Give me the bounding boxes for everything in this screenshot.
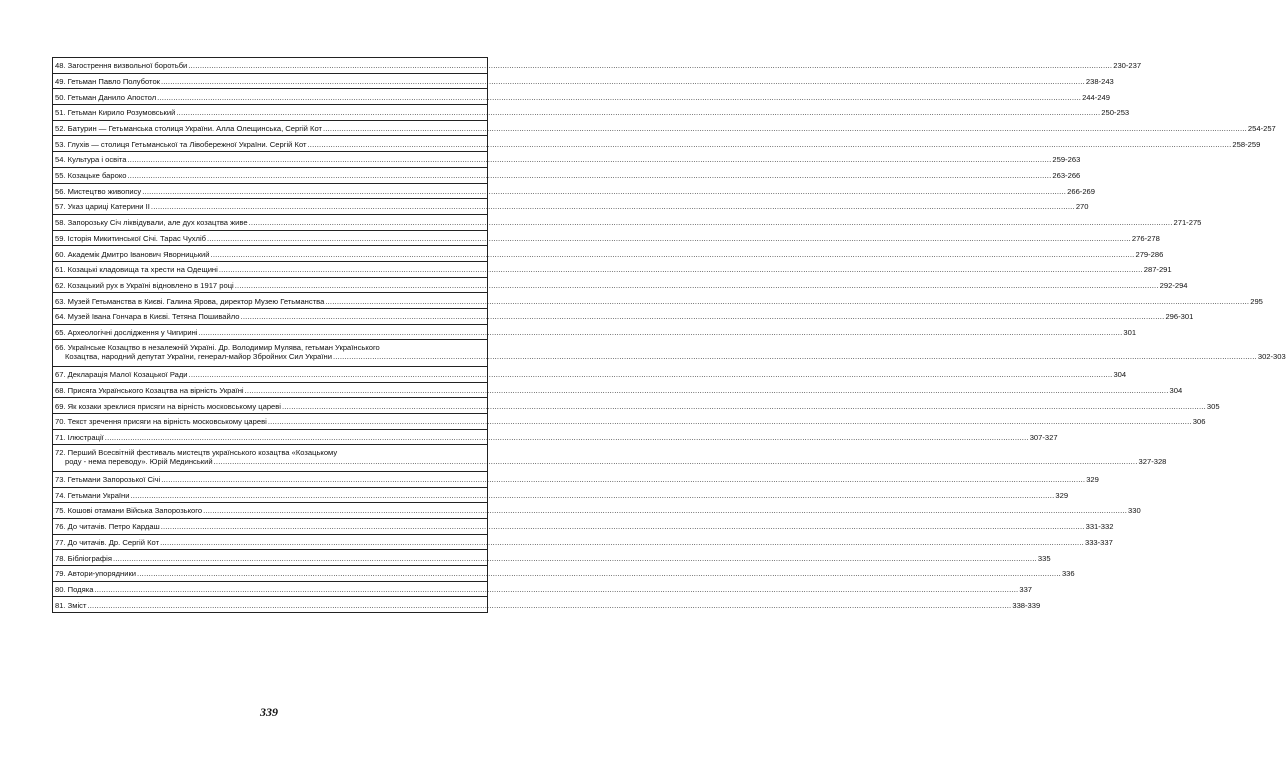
toc-entry [53, 597, 1041, 613]
toc-entry [53, 278, 1188, 294]
toc-entry-line2 [55, 351, 1286, 361]
dot-leader: ................................................................................................................................................................................................................................................................................................................................................................................................................ [127, 155, 1052, 165]
dot-leader: ................................................................................................................................................................................................................................................................................................................................................................................................................ [150, 202, 1075, 212]
dot-leader: ................................................................................................................................................................................................................................................................................................................................................................................................................ [142, 186, 1067, 196]
toc-entry-pages: 304 [1113, 370, 1127, 380]
toc-entry [53, 152, 1081, 168]
toc-entry-multiline [53, 340, 1286, 367]
toc-entry-pages: 266-269 [1067, 186, 1095, 196]
toc-entry [53, 168, 1081, 184]
dot-leader: ................................................................................................................................................................................................................................................................................................................................................................................................................ [322, 124, 1247, 134]
toc-entry-title: 68. Присяга Українського Козацтва на вірність Україні [55, 385, 244, 395]
toc-entry [53, 231, 1160, 247]
toc-entry-title: 53. Глухів — столиця Гетьманської та Лівобережної України. Сергій Кот [55, 139, 307, 149]
toc-entry-title-line1: 66. Українське Козацтво в незалежній Україні. Др. Володимир Мулява, гетьман Українського [55, 342, 380, 352]
toc-entry-title: 70. Текст зречення присяги на вірність московському цареві [55, 417, 267, 427]
toc-entry-pages: 254-257 [1247, 124, 1276, 134]
toc-entry-pages: 258-259 [1232, 139, 1261, 149]
dot-leader: ................................................................................................................................................................................................................................................................................................................................................................................................................ [137, 569, 1061, 579]
dot-leader: ................................................................................................................................................................................................................................................................................................................................................................................................................ [282, 401, 1206, 411]
toc-entry-line2 [55, 456, 1167, 466]
toc-entry-title: 56. Мистецтво живопису [55, 186, 142, 196]
toc-entry [53, 121, 1276, 137]
toc-entry-title: 58. Запорозьку Січ ліквідували, але дух козацтва живе [55, 218, 248, 228]
toc-entry [53, 398, 1220, 414]
toc-entry-pages: 327-328 [1138, 456, 1167, 466]
dot-leader: ................................................................................................................................................................................................................................................................................................................................................................................................................ [210, 249, 1135, 259]
toc-entry [53, 199, 1089, 215]
dot-leader: ................................................................................................................................................................................................................................................................................................................................................................................................................ [207, 233, 1131, 243]
toc-entry-pages: 292-294 [1159, 280, 1188, 290]
dot-leader: ................................................................................................................................................................................................................................................................................................................................................................................................................ [188, 370, 1113, 380]
toc-entry [53, 262, 1172, 278]
toc-entry [53, 367, 1127, 383]
toc-entry-title: 75. Кошові отамани Війська Запорозького [55, 506, 203, 516]
dot-leader: ................................................................................................................................................................................................................................................................................................................................................................................................................ [307, 139, 1232, 149]
dot-leader: ................................................................................................................................................................................................................................................................................................................................................................................................................ [112, 553, 1037, 563]
toc-entry-title: 67. Декларація Малої Козацької Ради [55, 370, 188, 380]
toc-entry-pages: 302-303 [1257, 351, 1286, 361]
toc-entry [53, 246, 1164, 262]
toc-entry-pages: 306 [1192, 417, 1206, 427]
dot-leader: ................................................................................................................................................................................................................................................................................................................................................................................................................ [160, 76, 1085, 86]
toc-entry-title: 48. Загострення визвольної боротьби [55, 61, 188, 71]
dot-leader: ................................................................................................................................................................................................................................................................................................................................................................................................................ [244, 385, 1169, 395]
toc-entry-pages: 271-275 [1173, 218, 1202, 228]
toc-entry-title: 65. Археологічні дослідження у Чигирині [55, 327, 198, 337]
toc-entry-pages: 335 [1037, 553, 1051, 563]
toc-entry [53, 566, 1075, 582]
toc-entry-pages: 296-301 [1165, 312, 1194, 322]
toc-entry [53, 74, 1114, 90]
toc-entry-title: 79. Автори-упорядники [55, 569, 137, 579]
toc-entry [53, 414, 1206, 430]
dot-leader: ................................................................................................................................................................................................................................................................................................................................................................................................................ [240, 312, 1165, 322]
toc-entry [53, 309, 1194, 325]
toc-entry [53, 58, 1142, 74]
toc-entry-title: 55. Козацьке бароко [55, 171, 127, 181]
dot-leader: ................................................................................................................................................................................................................................................................................................................................................................................................................ [157, 92, 1082, 102]
toc-entry-title: 50. Гетьман Данило Апостол [55, 92, 157, 102]
toc-entry-title: 49. Гетьман Павло Полуботок [55, 76, 160, 86]
dot-leader: ................................................................................................................................................................................................................................................................................................................................................................................................................ [198, 327, 1123, 337]
dot-leader: ................................................................................................................................................................................................................................................................................................................................................................................................................ [325, 296, 1250, 306]
table-of-contents [52, 57, 1286, 613]
toc-entry-pages: 338-339 [1012, 600, 1041, 610]
toc-entry [53, 383, 1183, 399]
toc-entry-pages: 263-266 [1052, 171, 1081, 181]
toc-entry [53, 105, 1130, 121]
toc-entry-title: 71. Ілюстрації [55, 432, 104, 442]
toc-entry-title: 80. Подяка [55, 584, 94, 594]
toc-entry-pages: 336 [1061, 569, 1075, 579]
toc-entry [53, 550, 1051, 566]
toc-entry-title: 61. Козацькі кладовища та хрести на Одещині [55, 265, 218, 275]
toc-entry-title: 69. Як козаки зреклися присяги на вірність московському цареві [55, 401, 281, 411]
toc-entry [53, 535, 1113, 551]
toc-entry-pages: 329 [1086, 475, 1099, 485]
dot-leader: ................................................................................................................................................................................................................................................................................................................................................................................................................ [94, 584, 1019, 594]
toc-entry-pages: 244-249 [1082, 92, 1110, 102]
toc-entry-title: 59. Історія Микитинської Січі. Тарас Чухліб [55, 233, 206, 243]
toc-entry-pages: 333-337 [1084, 537, 1113, 547]
dot-leader: ................................................................................................................................................................................................................................................................................................................................................................................................................ [104, 432, 1029, 442]
dot-leader: ................................................................................................................................................................................................................................................................................................................................................................................................................ [234, 280, 1159, 290]
toc-entry-title: 62. Козацький рух в Україні відновлено в 1917 році [55, 280, 234, 290]
toc-entry-multiline [53, 445, 1167, 472]
toc-entry [53, 136, 1261, 152]
dot-leader: ................................................................................................................................................................................................................................................................................................................................................................................................................ [267, 417, 1192, 427]
toc-entry-title: 78. Бібліографія [55, 553, 112, 563]
dot-leader: ................................................................................................................................................................................................................................................................................................................................................................................................................ [248, 218, 1173, 228]
toc-entry-pages: 230-237 [1113, 61, 1142, 71]
toc-entry-pages: 276-278 [1131, 233, 1160, 243]
dot-leader: ................................................................................................................................................................................................................................................................................................................................................................................................................ [160, 522, 1085, 532]
toc-entry-title: 76. До читачів. Петро Кардаш [55, 522, 160, 532]
toc-entry [53, 582, 1033, 598]
dot-leader: ................................................................................................................................................................................................................................................................................................................................................................................................................ [176, 108, 1101, 118]
toc-entry-title: 64. Музей Івана Гончара в Києві. Тетяна Пошивайло [55, 312, 240, 322]
toc-entry-pages: 331-332 [1085, 522, 1114, 532]
toc-entry-title: 77. До читачів. Др. Сергій Кот [55, 537, 160, 547]
dot-leader: ................................................................................................................................................................................................................................................................................................................................................................................................................ [213, 456, 1138, 466]
toc-entry-title: 73. Гетьмани Запорозької Січі [55, 475, 161, 485]
toc-entry-title-line1: 72. Перший Всесвітній фестиваль мистецтв українського козацтва «Козацькому [55, 447, 338, 457]
toc-entry-pages: 270 [1075, 202, 1089, 212]
toc-entry-pages: 238-243 [1085, 76, 1114, 86]
toc-entry [53, 519, 1114, 535]
dot-leader: ................................................................................................................................................................................................................................................................................................................................................................................................................ [87, 600, 1012, 610]
dot-leader: ................................................................................................................................................................................................................................................................................................................................................................................................................ [218, 265, 1143, 275]
toc-entry-pages: 287-291 [1143, 265, 1172, 275]
toc-entry-pages: 304 [1169, 385, 1183, 395]
toc-entry-title-line2: Козацтва, народний депутат України, генерал-майор Збройних Сил України [65, 351, 332, 361]
toc-entry-title: 54. Культура і освіта [55, 155, 127, 165]
toc-entry [53, 325, 1137, 341]
dot-leader: ................................................................................................................................................................................................................................................................................................................................................................................................................ [161, 475, 1086, 485]
toc-entry-pages: 295 [1250, 296, 1263, 306]
dot-leader: ................................................................................................................................................................................................................................................................................................................................................................................................................ [130, 490, 1055, 500]
toc-entry-pages: 305 [1206, 401, 1220, 411]
toc-entry-title: 60. Академік Дмитро Іванович Яворницький [55, 249, 210, 259]
toc-entry-pages: 279-286 [1135, 249, 1164, 259]
toc-entry [53, 430, 1058, 446]
toc-entry-title: 74. Гетьмани України [55, 490, 130, 500]
toc-entry-pages: 329 [1055, 490, 1069, 500]
dot-leader: ................................................................................................................................................................................................................................................................................................................................................................................................................ [160, 537, 1084, 547]
toc-entry [53, 293, 1263, 309]
toc-entry-title: 63. Музей Гетьманства в Києві. Галина Ярова, директор Музею Гетьманства [55, 296, 325, 306]
toc-entry-title: 51. Гетьман Кирило Розумовський [55, 108, 176, 118]
page-number: 339 [260, 705, 278, 719]
dot-leader: ................................................................................................................................................................................................................................................................................................................................................................................................................ [127, 171, 1052, 181]
dot-leader: ................................................................................................................................................................................................................................................................................................................................................................................................................ [203, 506, 1128, 516]
toc-entry [53, 472, 1099, 488]
toc-entry [53, 215, 1202, 231]
toc-entry-pages: 250-253 [1101, 108, 1130, 118]
dot-leader: ................................................................................................................................................................................................................................................................................................................................................................................................................ [188, 61, 1113, 71]
toc-entry-pages: 259-263 [1052, 155, 1081, 165]
toc-entry-pages: 337 [1019, 584, 1033, 594]
toc-entry-title: 81. Зміст [55, 600, 87, 610]
dot-leader: ................................................................................................................................................................................................................................................................................................................................................................................................................ [332, 351, 1257, 361]
toc-entry [53, 488, 1069, 504]
toc-entry-pages: 307-327 [1029, 432, 1058, 442]
toc-entry-title-line2: роду - нема переводу». Юрій Мединський [65, 456, 213, 466]
toc-entry [53, 503, 1141, 519]
toc-entry [53, 89, 1110, 105]
toc-entry-pages: 301 [1123, 327, 1137, 337]
toc-entry-title: 57. Указ цариці Катерини ІІ [55, 202, 150, 212]
toc-entry-pages: 330 [1128, 506, 1141, 516]
toc-entry [53, 184, 1095, 200]
toc-entry-title: 52. Батурин — Гетьманська столиця України. Алла Олещинська, Сергій Кот [55, 124, 322, 134]
